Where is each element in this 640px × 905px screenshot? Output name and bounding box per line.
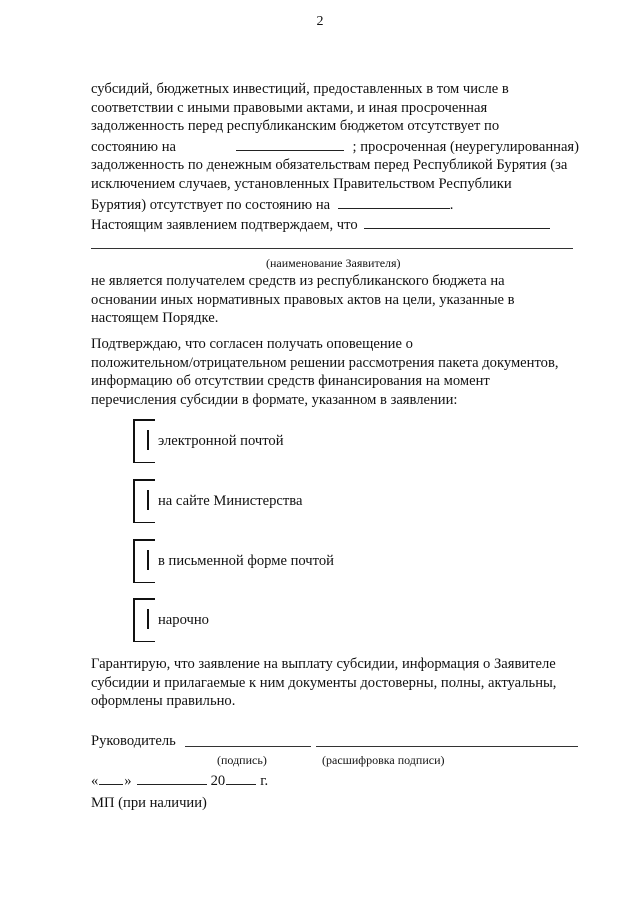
applicant-name-field-2[interactable] (91, 248, 573, 249)
signature-field[interactable] (185, 746, 311, 747)
option-label: электронной почтой (158, 433, 284, 449)
text-line: информацию об отсутствии средств финансирования на момент (91, 373, 490, 390)
date-year-field[interactable] (226, 770, 256, 785)
page-number: 2 (316, 14, 324, 29)
text-line: перечисления субсидии в формате, указанном в заявлении: (91, 391, 458, 408)
date-day-field[interactable] (99, 770, 123, 785)
statement-intro: Настоящим заявлением подтверждаем, что (91, 217, 358, 234)
text-line: соответствии с иными правовыми актами, и иная просроченная (91, 99, 488, 116)
text-line: оформлены правильно. (91, 693, 236, 710)
date-year-suffix: г. (260, 773, 269, 789)
text-fragment: Бурятия) отсутствует по состоянию на (91, 196, 331, 213)
text-line: Гарантирую, что заявление на выплату субсидии, информация о Заявителе (91, 656, 556, 672)
text-line: настоящем Порядке. (91, 310, 219, 327)
checkbox[interactable] (133, 419, 155, 463)
applicant-name-field-1[interactable] (364, 214, 550, 229)
paragraph-confirm (91, 335, 579, 409)
paragraph-debt (91, 80, 579, 235)
text-fragment: . (449, 196, 454, 213)
text-line: задолженность перед республиканским бюджетом отсутствует по (91, 118, 500, 135)
date-quote-open: « (91, 773, 99, 789)
text-line: Подтверждаю, что согласен получать оповещение о (91, 336, 413, 352)
date-blank-field[interactable] (236, 136, 344, 151)
text-fragment: состоянию на (91, 138, 176, 155)
checkbox[interactable] (133, 479, 155, 523)
checkbox[interactable] (133, 539, 155, 583)
text-line-with-blank (91, 214, 579, 235)
text-line-with-blank (91, 136, 579, 157)
decoding-caption: (расшифровка подписи) (322, 753, 445, 767)
text-line: не является получателем средств из республиканского бюджета на (91, 273, 505, 289)
paragraph-statement (91, 272, 579, 328)
text-line: исключением случаев, установленных Правительством Республики (91, 175, 512, 192)
text-line: субсидии и прилагаемые к ним документы достоверны, полны, актуальны, (91, 674, 557, 691)
applicant-caption: (наименование Заявителя) (266, 256, 401, 270)
text-line: задолженность по денежным обязательствам перед Республикой Бурятия (за (91, 157, 568, 174)
text-line-with-blank (91, 194, 579, 215)
head-label: Руководитель (91, 733, 176, 749)
date-blank-field[interactable] (338, 194, 450, 209)
option-label: на сайте Министерства (158, 493, 303, 509)
date-line (91, 770, 579, 791)
text-line: основании иных нормативных правовых актов на цели, указанные в (91, 291, 515, 308)
paragraph-guarantee (91, 655, 579, 711)
date-month-field[interactable] (137, 770, 207, 785)
signature-decoding-field[interactable] (316, 746, 578, 747)
seal-label: МП (при наличии) (91, 795, 207, 811)
date-year-prefix: 20 (210, 773, 226, 789)
text-line: положительном/отрицательном решении рассмотрения пакета документов, (91, 354, 559, 371)
option-label: нарочно (158, 612, 209, 628)
checkbox[interactable] (133, 598, 155, 642)
text-line: субсидий, бюджетных инвестиций, предоставленных в том числе в (91, 81, 509, 97)
text-fragment: ; просроченная (неурегулированная) (352, 138, 579, 155)
signature-caption: (подпись) (217, 753, 267, 767)
date-quote-close: » (124, 773, 132, 789)
option-label: в письменной форме почтой (158, 553, 334, 569)
